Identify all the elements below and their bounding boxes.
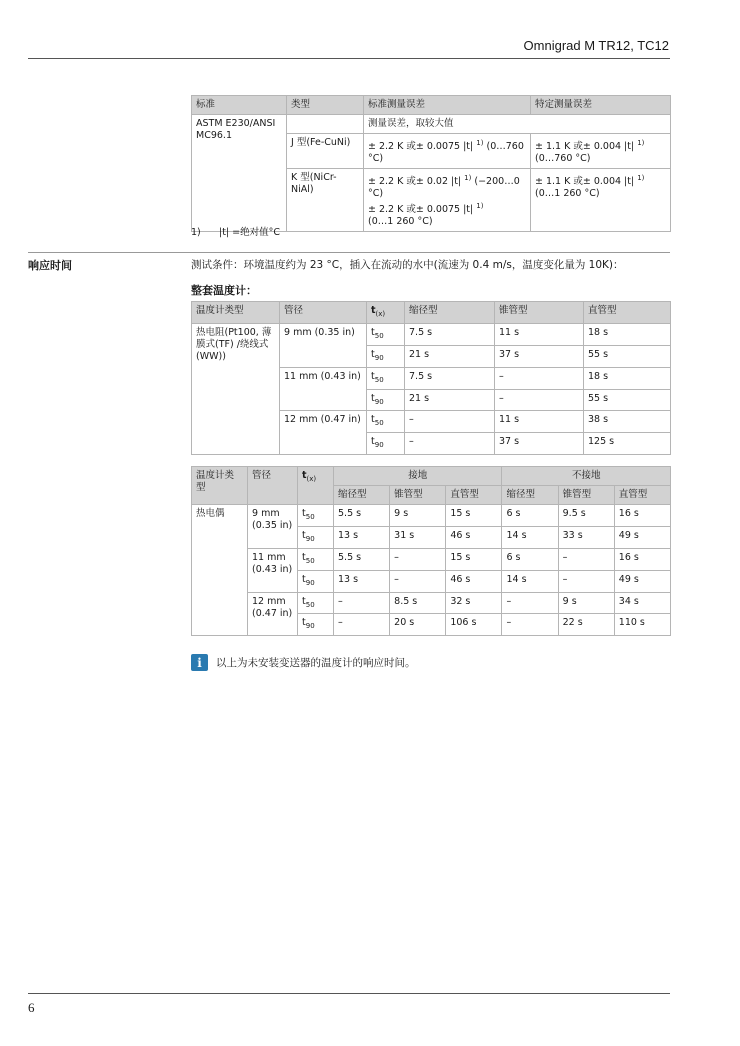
value-cell: 46 s — [446, 526, 502, 548]
t-cell: $t_{50}$ — [367, 323, 405, 345]
header-type: 类型 — [287, 96, 364, 115]
t-cell: $t_{90}$ — [367, 433, 405, 455]
value-cell: 38 s — [584, 411, 671, 433]
section-rule — [28, 252, 670, 253]
thermocouple-response-table — [191, 466, 671, 636]
value-cell: – — [502, 614, 558, 636]
value-cell: 18 s — [584, 323, 671, 345]
value-cell: 31 s — [390, 526, 446, 548]
t-cell: $t_{90}$ — [298, 614, 334, 636]
header-t: $t_{(x)}$ — [298, 467, 334, 505]
t-cell: $t_{90}$ — [367, 389, 405, 411]
diameter-cell: 12 mm (0.47 in) — [248, 592, 298, 636]
table-row — [192, 548, 671, 570]
footnote-number: 1) — [191, 227, 201, 238]
table-row — [192, 115, 671, 134]
t-cell: $t_{90}$ — [367, 345, 405, 367]
header-rule — [28, 58, 670, 59]
value-cell: – — [558, 548, 614, 570]
value-cell: 11 s — [495, 411, 584, 433]
value-cell: 106 s — [446, 614, 502, 636]
value-cell: – — [495, 367, 584, 389]
value-cell: – — [405, 411, 495, 433]
footnote-text: |t| =绝对值°C — [219, 227, 280, 238]
value-cell: 110 s — [614, 614, 670, 636]
value-cell: 55 s — [584, 389, 671, 411]
header-straight: 直管型 — [584, 302, 671, 324]
value-cell: 15 s — [446, 548, 502, 570]
t-cell: $t_{50}$ — [298, 548, 334, 570]
general-note-cell: 测量误差，取较大值 — [364, 115, 671, 134]
header-straight: 直管型 — [614, 486, 670, 505]
table-row — [192, 505, 671, 527]
t-cell: $t_{50}$ — [298, 592, 334, 614]
table-header-row — [192, 96, 671, 115]
diameter-cell: 9 mm (0.35 in) — [248, 505, 298, 549]
standard-cell: ASTM E230/ANSI MC96.1 — [192, 115, 287, 232]
header-tapered: 锥管型 — [495, 302, 584, 324]
value-cell: 46 s — [446, 570, 502, 592]
value-cell: 18 s — [584, 367, 671, 389]
value-cell: 11 s — [495, 323, 584, 345]
diameter-cell: 9 mm (0.35 in) — [280, 323, 367, 367]
value-cell: – — [334, 592, 390, 614]
header-type: 温度计类型 — [192, 467, 248, 505]
value-cell: 6 s — [502, 505, 558, 527]
header-tapered: 锥管型 — [558, 486, 614, 505]
info-icon: i — [191, 654, 208, 671]
diameter-cell: 12 mm (0.47 in) — [280, 411, 367, 455]
value-cell: 13 s — [334, 570, 390, 592]
type-cell: 热电偶 — [192, 505, 248, 636]
value-cell: 9.5 s — [558, 505, 614, 527]
value-cell: 21 s — [405, 389, 495, 411]
value-cell: – — [495, 389, 584, 411]
value-cell: 8.5 s — [390, 592, 446, 614]
diameter-cell: 11 mm (0.43 in) — [280, 367, 367, 411]
value-cell: 14 s — [502, 526, 558, 548]
value-cell: 14 s — [502, 570, 558, 592]
value-cell: 9 s — [558, 592, 614, 614]
value-cell: 55 s — [584, 345, 671, 367]
special-error-cell: ± 1.1 K 或± 0.004 |t| $^{1)}$ (0…1 260 °C) — [531, 169, 671, 232]
value-cell: 6 s — [502, 548, 558, 570]
value-cell: 13 s — [334, 526, 390, 548]
section-label: 响应时间 — [28, 259, 72, 272]
header-reduced: 缩径型 — [502, 486, 558, 505]
standard-error-cell: ± 2.2 K 或± 0.0075 |t| $^{1)}$ (0…760 °C) — [364, 134, 531, 169]
value-cell: 49 s — [614, 570, 670, 592]
value-cell: 5.5 s — [334, 548, 390, 570]
diameter-cell: 11 mm (0.43 in) — [248, 548, 298, 592]
value-cell: 22 s — [558, 614, 614, 636]
header-ungrounded: 不接地 — [502, 467, 671, 486]
value-cell: 125 s — [584, 433, 671, 455]
header-t: $t_{(x)}$ — [367, 302, 405, 324]
value-cell: 37 s — [495, 345, 584, 367]
value-cell: 5.5 s — [334, 505, 390, 527]
header-diameter: 管径 — [248, 467, 298, 505]
page-number: 6 — [28, 1000, 35, 1015]
header-tapered: 锥管型 — [390, 486, 446, 505]
value-cell: 9 s — [390, 505, 446, 527]
value-cell: 16 s — [614, 548, 670, 570]
value-cell: 7.5 s — [405, 323, 495, 345]
info-note — [191, 654, 416, 671]
footnote — [191, 224, 280, 238]
accuracy-table — [191, 95, 671, 232]
subheading: 整套温度计： — [191, 284, 257, 297]
table-header-row — [192, 467, 671, 486]
value-cell: 7.5 s — [405, 367, 495, 389]
t-cell: $t_{50}$ — [367, 411, 405, 433]
rtd-response-table — [191, 301, 671, 455]
value-cell: 15 s — [446, 505, 502, 527]
standard-error-cell: ± 2.2 K 或± 0.02 |t| $^{1)}$ (−200…0 °C) ± 2.2 K 或± 0.0075 |t| $^{1)}$ (0…1 260 °C) — [364, 169, 531, 232]
special-error-cell: ± 1.1 K 或± 0.004 |t| $^{1)}$ (0…760 °C) — [531, 134, 671, 169]
t-cell: $t_{90}$ — [298, 570, 334, 592]
header-straight: 直管型 — [446, 486, 502, 505]
value-cell: 37 s — [495, 433, 584, 455]
footer-rule — [28, 993, 670, 994]
value-cell: 33 s — [558, 526, 614, 548]
t-cell: $t_{50}$ — [298, 505, 334, 527]
value-cell: – — [405, 433, 495, 455]
value-cell: 16 s — [614, 505, 670, 527]
type-cell: K 型(NiCr-NiAl) — [287, 169, 364, 232]
value-cell: 20 s — [390, 614, 446, 636]
table-header-row — [192, 302, 671, 324]
type-cell: 热电阻(Pt100, 薄膜式(TF) /绕线式(WW)) — [192, 323, 280, 454]
value-cell: 34 s — [614, 592, 670, 614]
value-cell: 49 s — [614, 526, 670, 548]
value-cell: – — [334, 614, 390, 636]
header-reduced: 缩径型 — [334, 486, 390, 505]
header-reduced: 缩径型 — [405, 302, 495, 324]
header-special-error: 特定测量误差 — [531, 96, 671, 115]
note-text: 以上为未安装变送器的温度计的响应时间。 — [216, 657, 416, 669]
type-cell: J 型(Fe-CuNi) — [287, 134, 364, 169]
header-standard: 标准 — [192, 96, 287, 115]
value-cell: – — [558, 570, 614, 592]
value-cell: 32 s — [446, 592, 502, 614]
value-cell: – — [390, 548, 446, 570]
header-diameter: 管径 — [280, 302, 367, 324]
value-cell: 21 s — [405, 345, 495, 367]
t-cell: $t_{50}$ — [367, 367, 405, 389]
value-cell: – — [502, 592, 558, 614]
header-grounded: 接地 — [334, 467, 502, 486]
document-title: Omnigrad M TR12, TC12 — [523, 38, 669, 53]
table-row — [192, 323, 671, 345]
t-cell: $t_{90}$ — [298, 526, 334, 548]
header-standard-error: 标准测量误差 — [364, 96, 531, 115]
empty-cell — [287, 115, 364, 134]
header-type: 温度计类型 — [192, 302, 280, 324]
value-cell: – — [390, 570, 446, 592]
test-condition-text: 测试条件：环境温度约为 23 °C，插入在流动的水中(流速为 0.4 m/s，温度变化量为 10K)： — [191, 259, 624, 271]
table-row — [192, 592, 671, 614]
